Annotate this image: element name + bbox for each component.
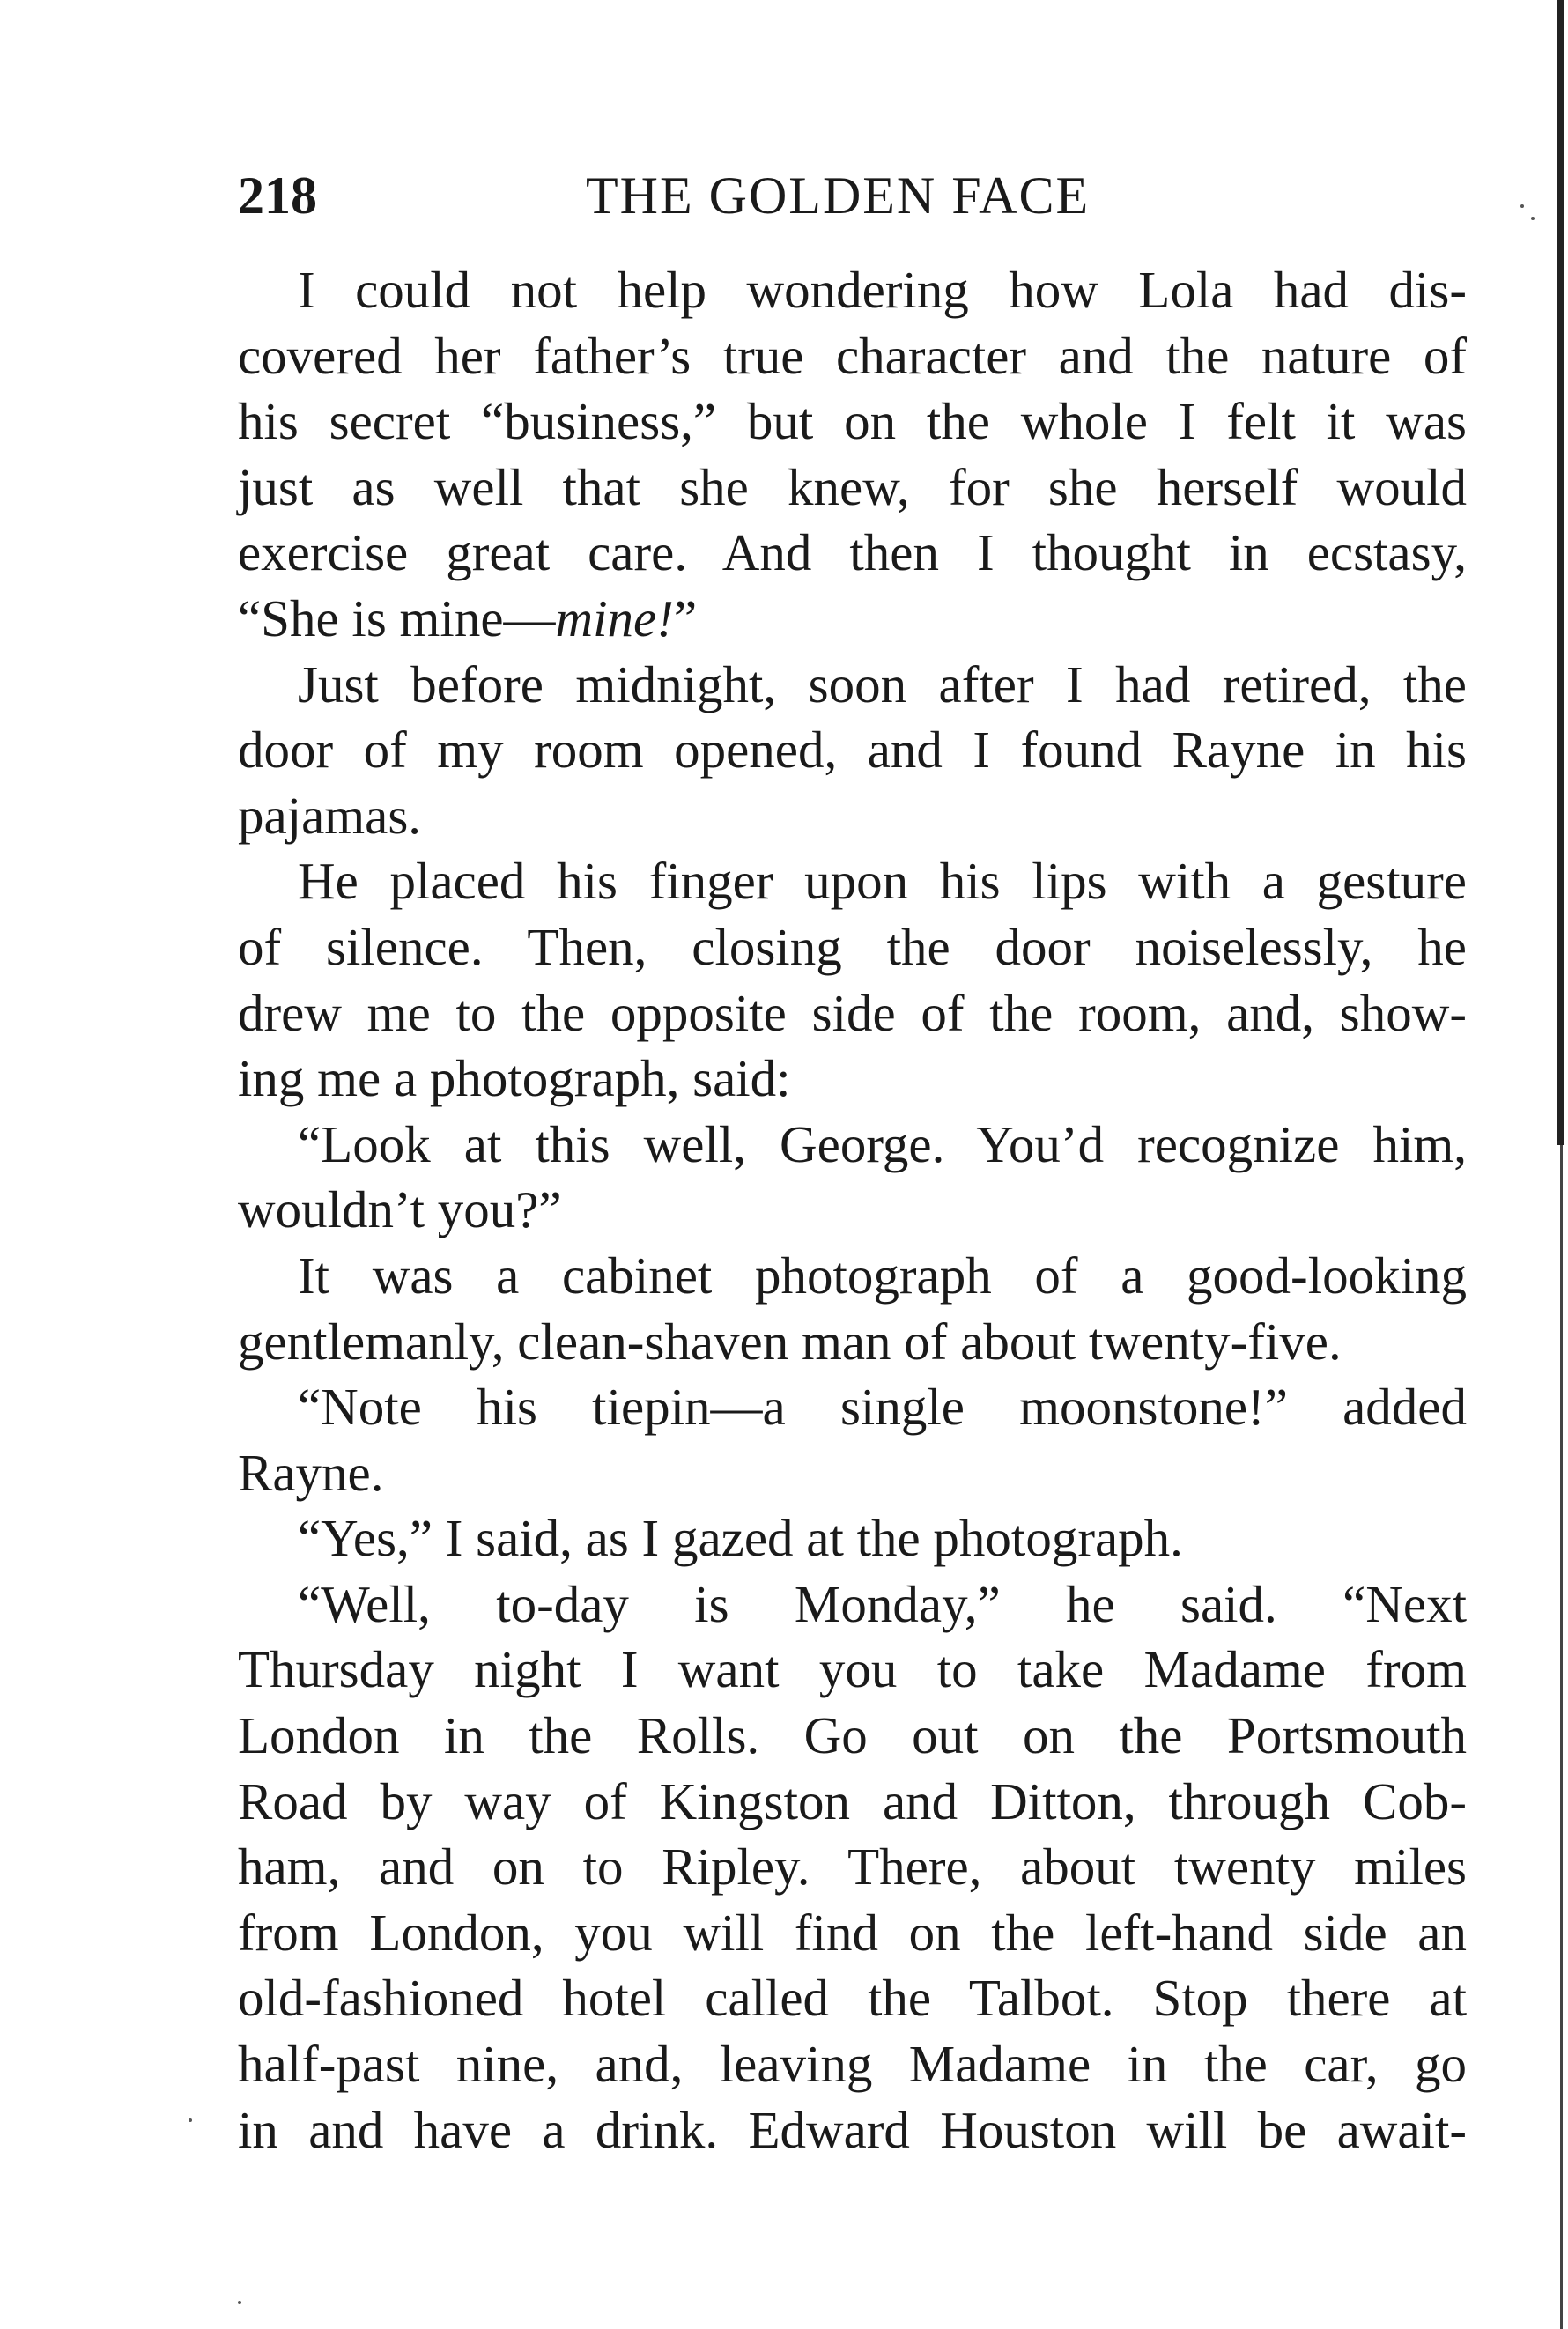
text-line: drew me to the opposite side of the room, and, show- — [238, 983, 1467, 1042]
text-line: London in the Rolls. Go out on the Portsmouth — [238, 1706, 1467, 1765]
text-line: He placed his finger upon his lips with a gesture — [298, 852, 1467, 911]
body-text — [238, 257, 1467, 2163]
text-line: “Look at this well, George. You’d recognize him, — [298, 1114, 1467, 1173]
text-line: covered her father’s true character and the nature of — [238, 326, 1467, 385]
running-title: THE GOLDEN FACE — [586, 166, 1091, 225]
text-line: from London, you will find on the left-hand side an — [238, 1903, 1467, 1962]
text-line: gentlemanly, clean-shaven man of about twenty-five. — [238, 1312, 1342, 1371]
text-line: exercise great care. And then I thought in ecstasy, — [238, 523, 1467, 582]
text-line: “She is mine—mine!” — [238, 588, 698, 647]
text-line: Just before midnight, soon after I had retired, the — [298, 654, 1467, 713]
print-speck — [1520, 204, 1524, 208]
text-line: It was a cabinet photograph of a good-looking — [298, 1246, 1467, 1305]
text-line: Thursday night I want you to take Madame from — [238, 1640, 1467, 1699]
text-line: wouldn’t you?” — [238, 1180, 562, 1239]
binding-edge-line-lower — [1560, 1145, 1563, 2329]
print-speck — [189, 2118, 192, 2122]
text-line: in and have a drink. Edward Houston will be await- — [238, 2100, 1467, 2159]
text-line: door of my room opened, and I found Rayne in his — [238, 721, 1467, 780]
text-line: pajamas. — [238, 786, 422, 845]
print-speck — [238, 2301, 241, 2304]
print-speck — [1531, 217, 1535, 220]
text-line: old-fashioned hotel called the Talbot. Stop there at — [238, 1969, 1467, 2028]
text-line: just as well that she knew, for she herself would — [238, 457, 1467, 516]
text-line: “Note his tiepin—a single moonstone!” added — [298, 1378, 1467, 1437]
binding-edge-line — [1557, 0, 1564, 1145]
text-line: ing me a photograph, said: — [238, 1049, 791, 1108]
page-number: 218 — [238, 166, 317, 225]
text-line: his secret “business,” but on the whole I felt it was — [238, 392, 1467, 451]
text-line: ham, and on to Ripley. There, about twenty miles — [238, 1837, 1467, 1896]
text-line: half-past nine, and, leaving Madame in the car, go — [238, 2035, 1467, 2094]
text-line: Road by way of Kingston and Ditton, through Cob- — [238, 1771, 1467, 1830]
text-line: “Well, to-day is Monday,” he said. “Next — [298, 1574, 1467, 1633]
text-line: “Yes,” I said, as I gazed at the photograph. — [298, 1509, 1183, 1568]
page-header — [238, 160, 1471, 231]
emphasis: mine! — [555, 588, 674, 647]
text-line: I could not help wondering how Lola had dis- — [298, 261, 1467, 319]
text-line: Rayne. — [238, 1443, 384, 1502]
text-line: of silence. Then, closing the door noiselessly, he — [238, 917, 1467, 976]
